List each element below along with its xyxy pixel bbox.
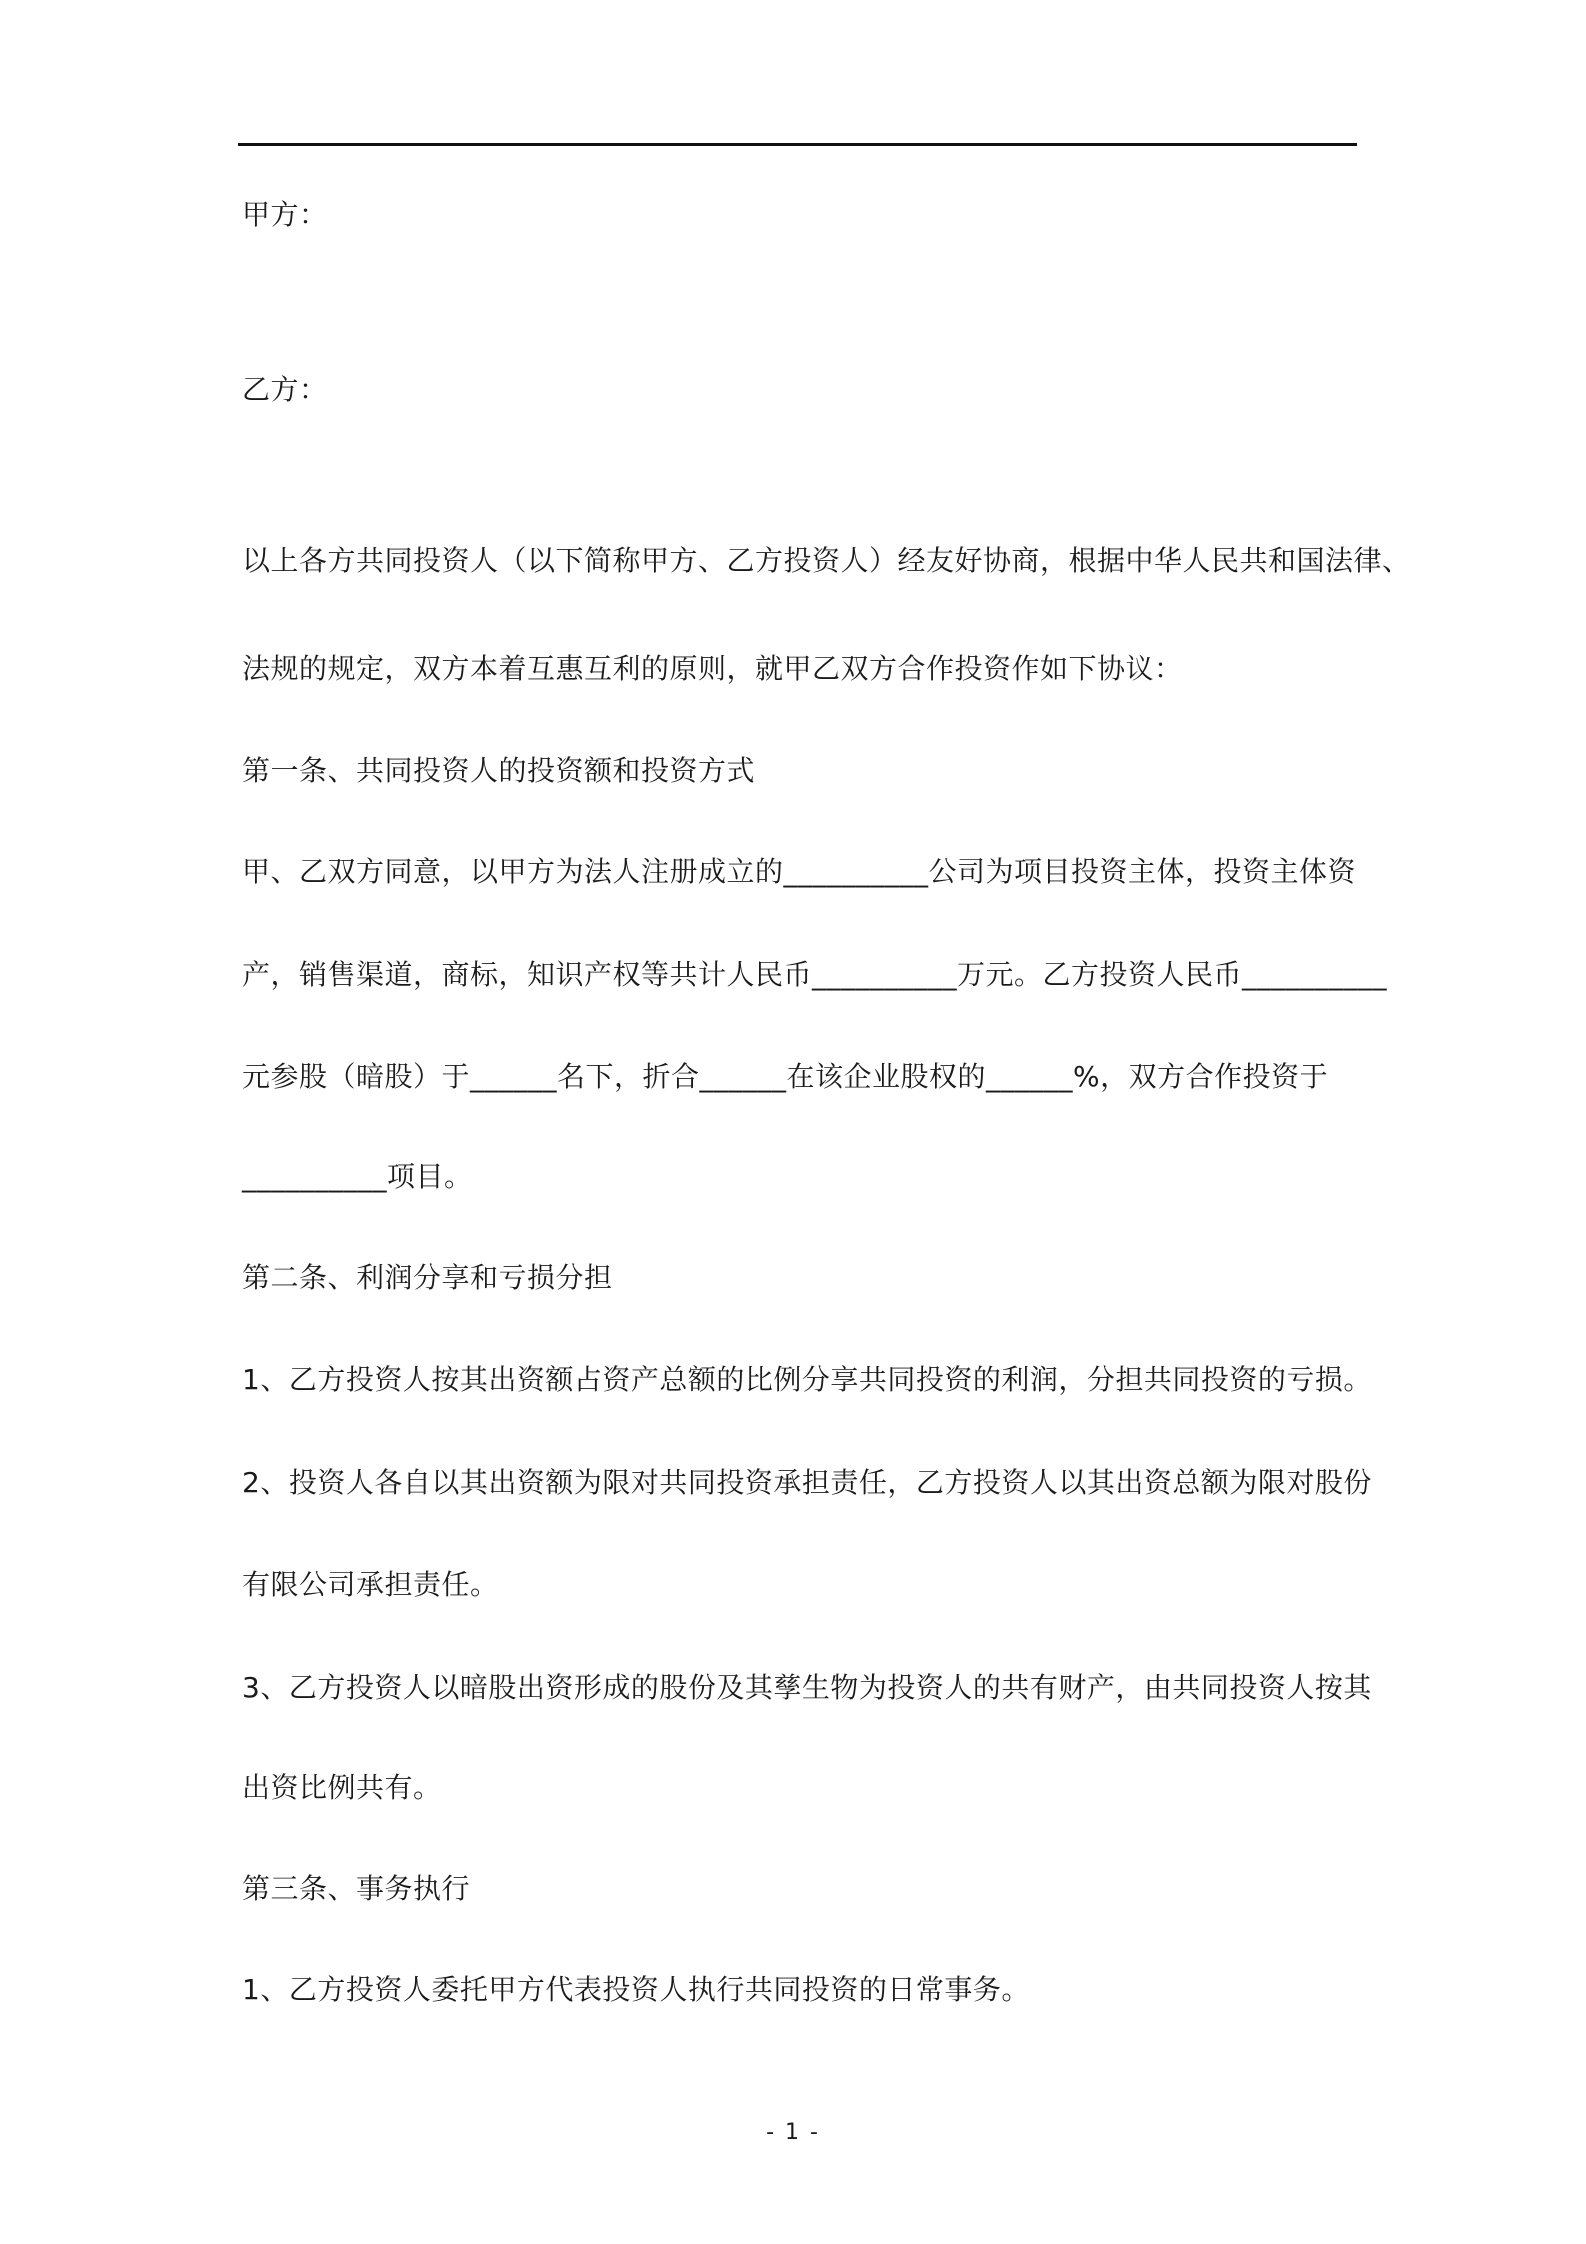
article-1-line-3: 元参股（暗股）于______名下，折合______在该企业股权的______%，双方合作投资于 (242, 1060, 1329, 1093)
header-rule (238, 143, 1357, 146)
article-1-line-2: 产，销售渠道，商标，知识产权等共计人民币__________万元。乙方投资人民币__________ (242, 958, 1388, 991)
article-2-line-5: 出资比例共有。 (242, 1771, 442, 1804)
intro-line-1: 以上各方共同投资人（以下简称甲方、乙方投资人）经友好协商，根据中华人民共和国法律、 (242, 544, 1411, 577)
article-2-line-2: 2、投资人各自以其出资额为限对共同投资承担责任，乙方投资人以其出资总额为限对股份 (242, 1466, 1372, 1499)
article-2-heading: 第二条、利润分享和亏损分担 (242, 1261, 613, 1294)
intro-line-2: 法规的规定，双方本着互惠互利的原则，就甲乙双方合作投资作如下协议： (242, 652, 1183, 685)
article-2-line-1: 1、乙方投资人按其出资额占资产总额的比例分享共同投资的利润，分担共同投资的亏损。 (242, 1363, 1372, 1396)
article-1-line-1: 甲、乙双方同意，以甲方为法人注册成立的__________公司为项目投资主体，投资主体资 (242, 855, 1357, 888)
article-2-line-4: 3、乙方投资人以暗股出资形成的股份及其孳生物为投资人的共有财产，由共同投资人按其 (242, 1671, 1372, 1704)
article-1-heading: 第一条、共同投资人的投资额和投资方式 (242, 754, 756, 787)
article-1-line-4: __________项目。 (242, 1160, 473, 1193)
party-b-label: 乙方： (242, 373, 328, 406)
article-3-line-1: 1、乙方投资人委托甲方代表投资人执行共同投资的日常事务。 (242, 1973, 1030, 2006)
page-number: - 1 - (766, 2120, 820, 2145)
article-3-heading: 第三条、事务执行 (242, 1872, 471, 1905)
article-2-line-3: 有限公司承担责任。 (242, 1568, 499, 1601)
party-a-label: 甲方： (242, 198, 328, 231)
